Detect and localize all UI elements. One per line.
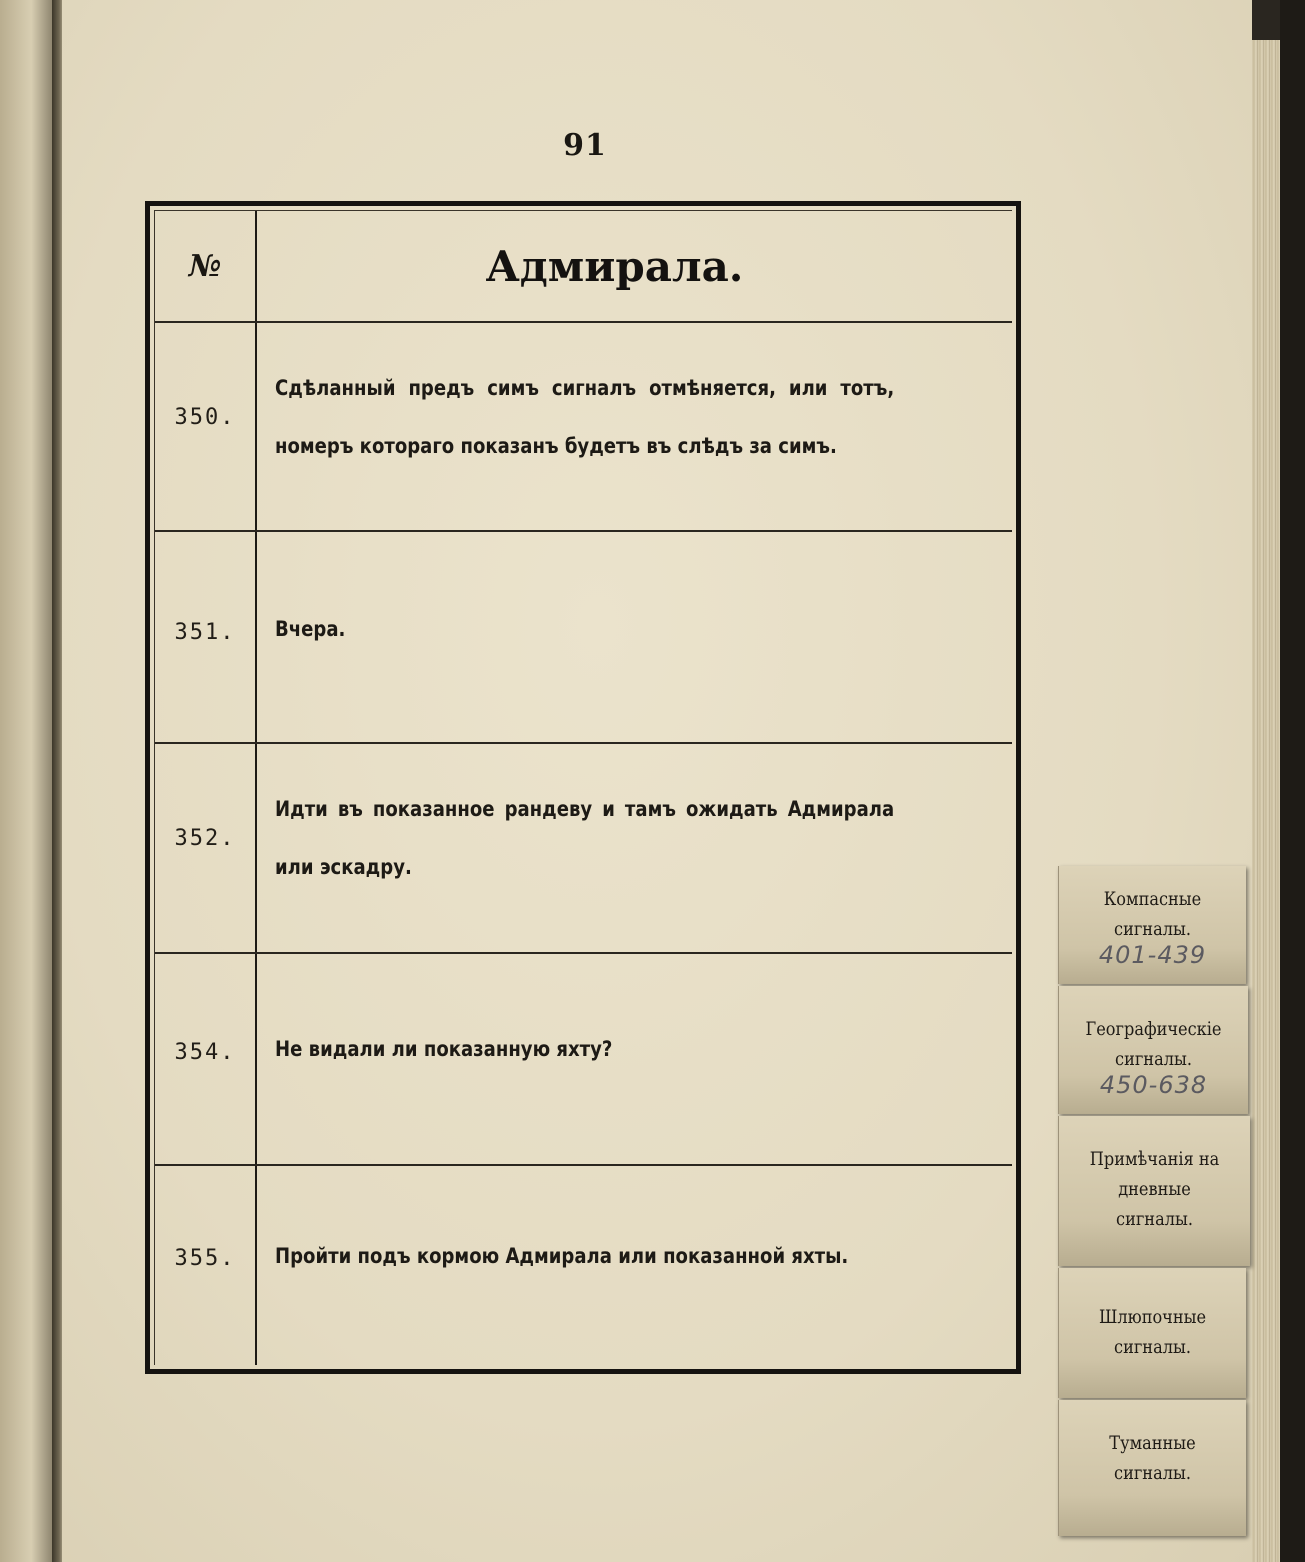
tab-label: Примѣчанія на [1089,1148,1220,1170]
number-column-header: № [188,248,222,284]
table-row [155,532,1012,742]
row-text: Не видали ли показанную яхту? [275,1037,613,1061]
tab-label: Туманные [1109,1432,1196,1454]
row-text: Вчера. [275,617,346,641]
background-edge [1280,0,1305,1562]
tab-label: дневные [1118,1178,1191,1200]
tab-label: сигналы. [1116,1208,1193,1230]
table-row [155,954,1012,1164]
previous-page-edge [0,0,52,1562]
tab-label: сигналы. [1114,918,1191,940]
row-number: 355. [174,1246,236,1271]
page-number: 91 [563,128,607,163]
row-text: Идти въ показанное рандеву и тамъ ожидать Адмирала или эскадру. [275,797,895,879]
table-row [155,744,1012,952]
tab-label: сигналы. [1115,1048,1192,1070]
tab-boat-signals[interactable] [1058,1268,1246,1398]
row-number: 351. [174,620,236,645]
tab-label: Географическіе [1085,1018,1222,1040]
tab-compass-signals[interactable] [1058,866,1246,984]
signal-table [145,201,1021,1374]
tab-day-signal-notes[interactable] [1058,1116,1250,1266]
tab-label: Шлюпочные [1098,1306,1207,1328]
row-number: 352. [174,826,236,851]
tab-label: сигналы. [1114,1462,1191,1484]
table-row [155,323,1012,531]
signal-table-inner [154,210,1012,1365]
thumb-index-tabs [1058,866,1258,1536]
table-title: Адмирала. [485,241,744,291]
tab-geographic-signals[interactable] [1058,986,1248,1114]
tab-label: сигналы. [1114,1336,1191,1358]
handwritten-range: 401-439 [1098,941,1207,969]
row-text: Пройти подъ кормою Адмирала или показанной яхты. [275,1244,849,1268]
row-number: 350. [174,405,236,430]
table-header [155,211,1012,321]
table-row [155,1166,1012,1371]
row-number: 354. [174,1040,236,1065]
tab-fog-signals[interactable] [1058,1400,1246,1536]
row-text: Сдѣланный предъ симъ сигналъ отмѣняется, или тотъ, номеръ котораго показанъ будетъ въ слѣдъ за симъ. [275,376,895,458]
tab-label: Компасные [1103,888,1202,910]
handwritten-range: 450-638 [1099,1071,1208,1099]
